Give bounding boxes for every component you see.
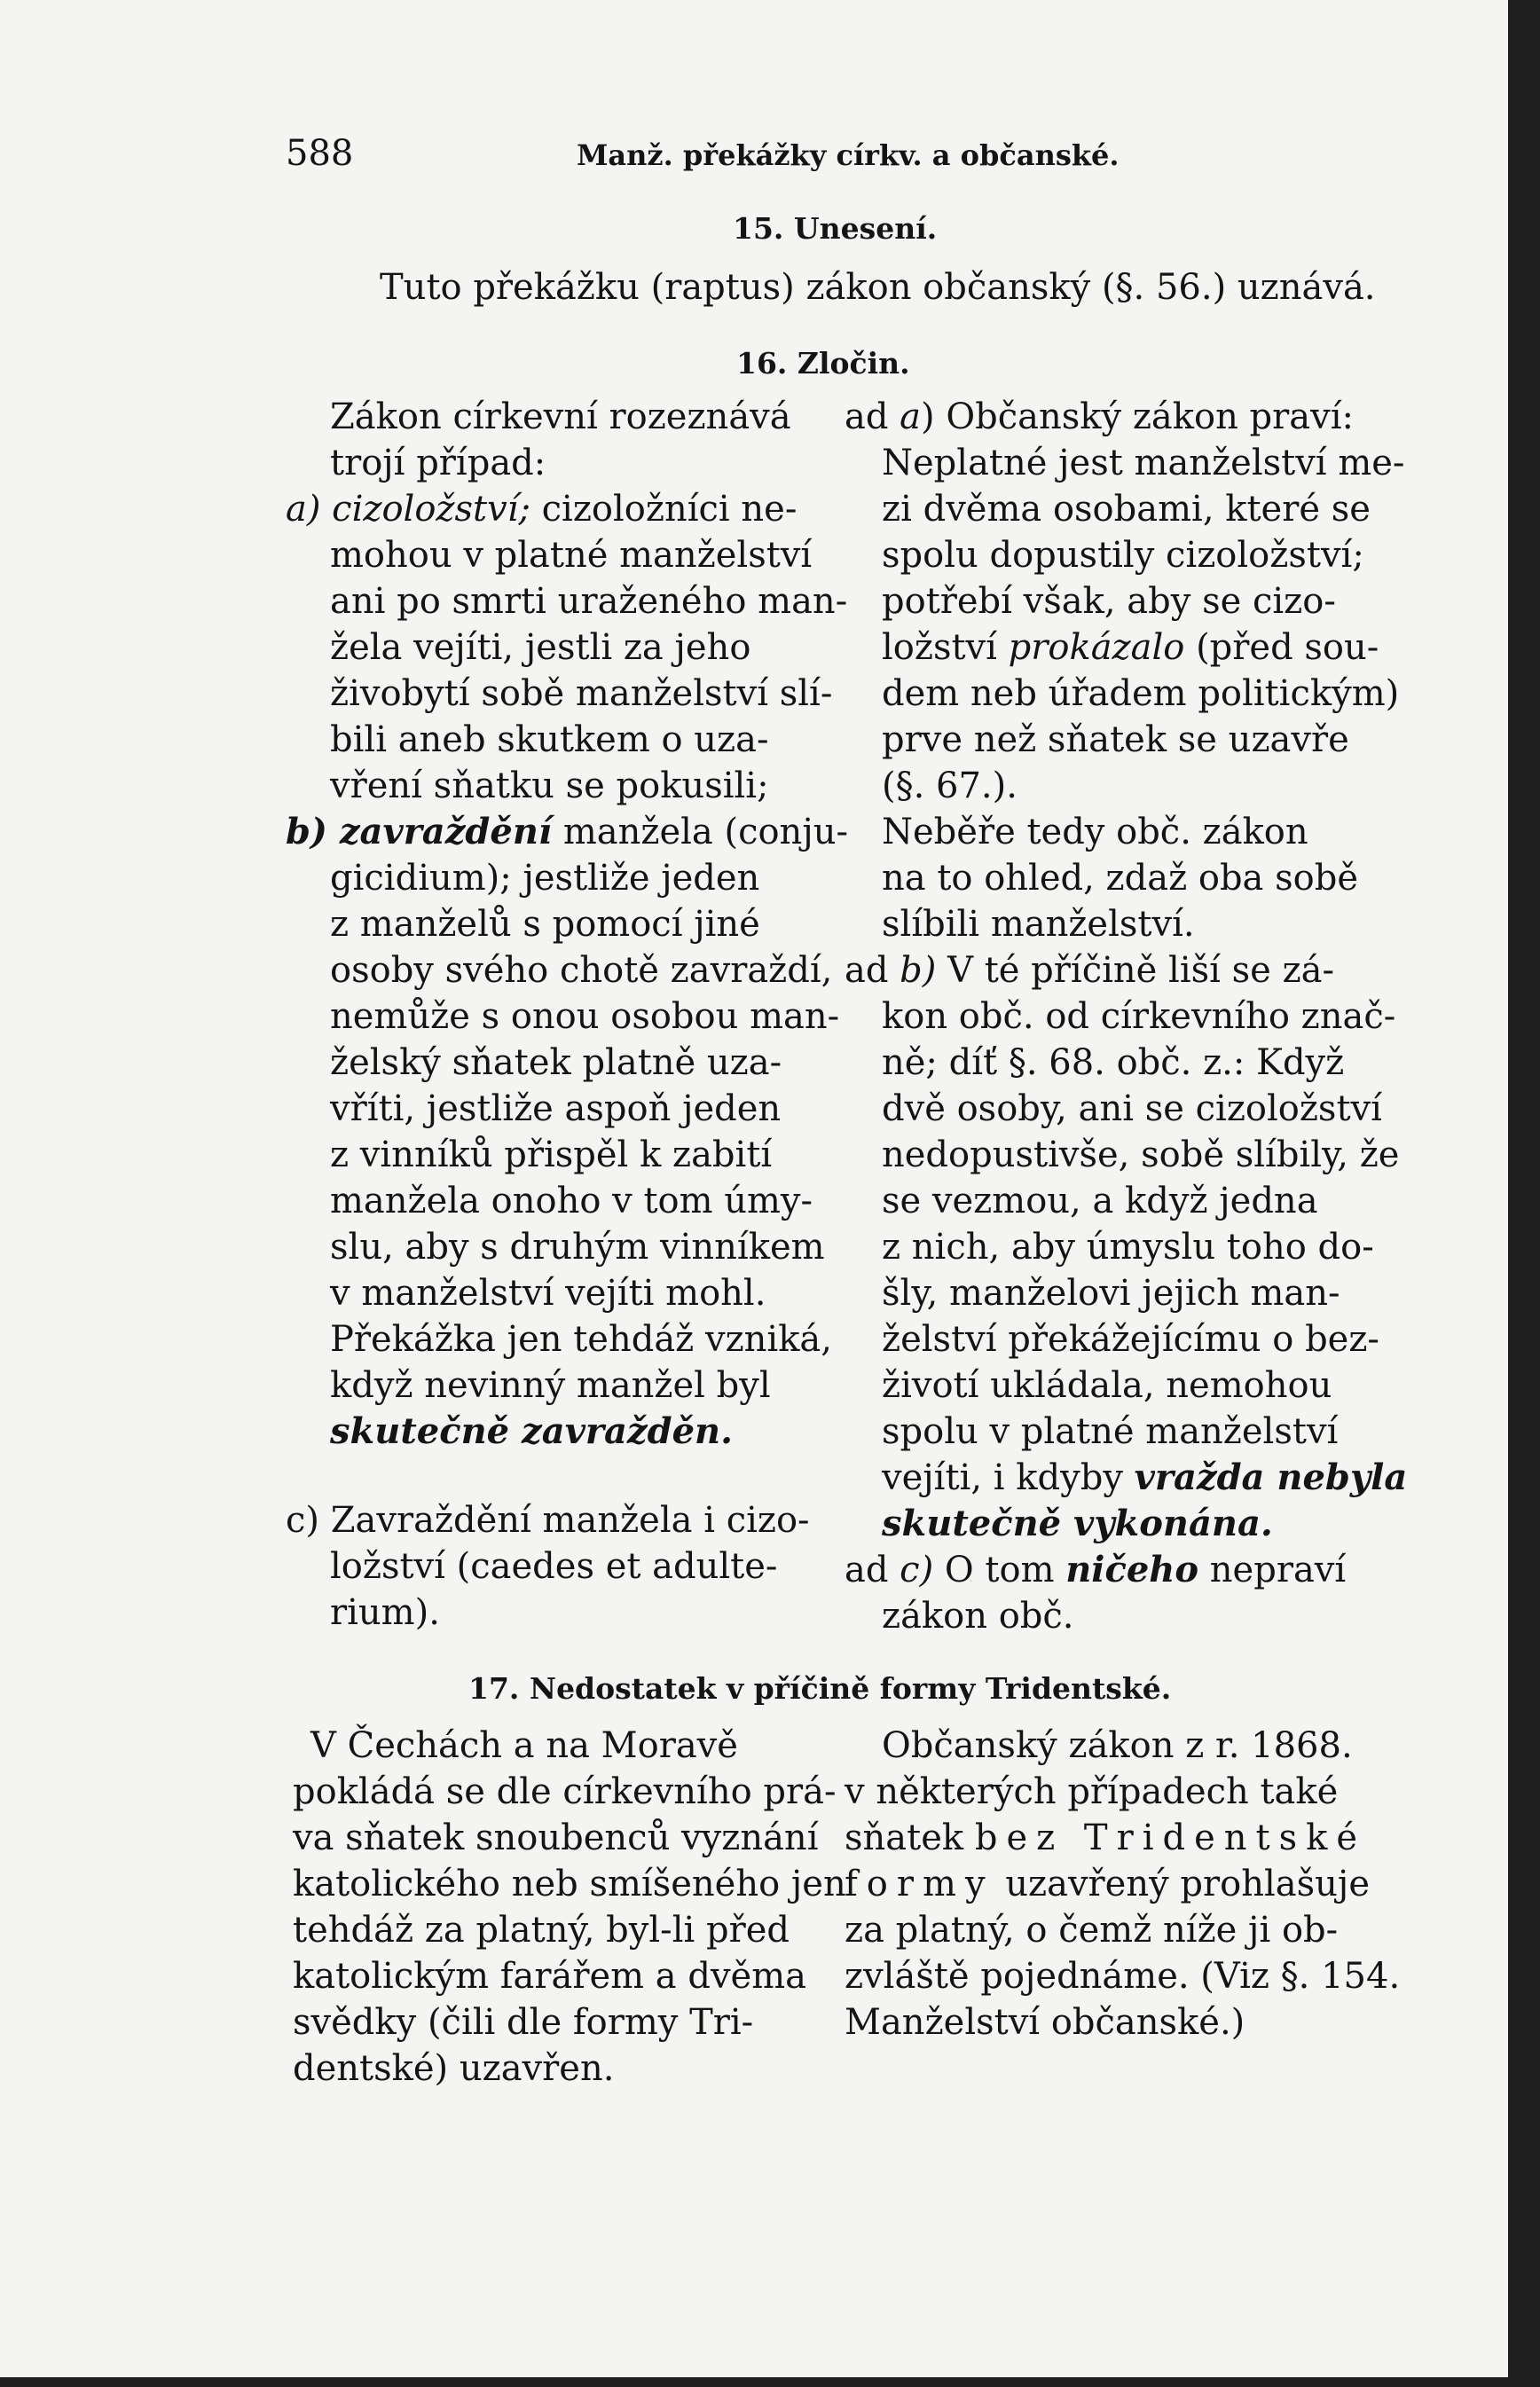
s17-right-line: zvláště pojednáme. (Viz §. 154. — [845, 1956, 1401, 1997]
s16-right-line: dvě osoby, ani se cizoložství — [882, 1088, 1382, 1129]
s16-left-line: když nevinný manžel byl — [330, 1365, 771, 1406]
section-15-heading: 15. Unesení. — [733, 211, 938, 246]
scan-right-edge — [1508, 0, 1540, 2387]
s16-right-line: dem neb úřadem politickým) — [882, 673, 1400, 714]
s16-right-line: (§. 67.). — [882, 766, 1018, 806]
s16-right-line: ad b) V té příčině liší se zá- — [845, 950, 1335, 991]
s17-right-line: Manželství občanské.) — [845, 2002, 1245, 2043]
s17-left-line: katolickým farářem a dvěma — [293, 1956, 806, 1997]
s16-right-line: ně; díť §. 68. obč. z.: Když — [882, 1042, 1345, 1083]
s16-right-line: se vezmou, a když jedna — [882, 1181, 1318, 1221]
s16-left-line: nemůže s onou osobou man- — [330, 996, 840, 1037]
s16-right-line: prve než sňatek se uzavře — [882, 719, 1349, 760]
s16-left-line: b) zavraždění manžela (conju- — [286, 811, 848, 852]
s16-right-line: životí ukládala, nemohou — [882, 1365, 1332, 1406]
s17-right-line: Občanský zákon z r. 1868. — [882, 1725, 1353, 1766]
s16-left-line: v manželství vejíti mohl. — [330, 1273, 766, 1314]
s16-left-line: trojí případ: — [330, 443, 546, 483]
s17-left-line: pokládá se dle církevního prá- — [293, 1771, 837, 1812]
s17-left-line: katolického neb smíšeného jen — [293, 1864, 846, 1904]
s16-right-line: nedopustivše, sobě slíbily, že — [882, 1135, 1400, 1175]
s16-right-line: zákon obč. — [882, 1596, 1074, 1637]
s17-right-line: sňatek bez Tridentské — [845, 1818, 1367, 1858]
s16-left-line: osoby svého chotě zavraždí, — [330, 950, 833, 991]
s16-left-line: vříti, jestliže aspoň jeden — [330, 1088, 782, 1129]
s16-left-line: ložství (caedes et adulte- — [330, 1546, 778, 1587]
s16-left-line: ani po smrti uraženého man- — [330, 581, 848, 622]
scan-bottom-edge — [0, 2377, 1540, 2387]
section-17-heading: 17. Nedostatek v příčině formy Tridentské. — [468, 1671, 1172, 1706]
s16-left-line: a) cizoložství; cizoložníci ne- — [286, 489, 798, 530]
page-header — [286, 133, 1359, 186]
s16-left-line: skutečně zavražděn. — [330, 1410, 734, 1452]
s16-right-line: potřebí však, aby se cizo- — [882, 581, 1336, 622]
s16-left-line: z vinníků přispěl k zabití — [330, 1135, 773, 1175]
s16-right-line: z nich, aby úmyslu toho do- — [882, 1227, 1374, 1268]
s16-left-line: bili aneb skutkem o uza- — [330, 719, 769, 760]
s16-right-line: ad a) Občanský zákon praví: — [845, 397, 1354, 437]
page-number: 588 — [286, 133, 354, 174]
s16-right-line: spolu v platné manželství — [882, 1411, 1339, 1452]
section-16-heading: 16. Zločin. — [736, 346, 910, 381]
s16-left-line: žela vejíti, jestli za jeho — [330, 627, 751, 668]
s17-left-line: svědky (čili dle formy Tri- — [293, 2002, 754, 2043]
s16-right-line: zi dvěma osobami, které se — [882, 489, 1371, 530]
s17-left-line: V Čechách a na Moravě — [310, 1725, 738, 1766]
s16-left-line: živobytí sobě manželství slí- — [330, 673, 833, 714]
s17-right-line: za platný, o čemž níže ji ob- — [845, 1910, 1339, 1951]
s16-right-line: na to ohled, zdaž oba sobě — [882, 858, 1358, 899]
s16-right-line: skutečně vykonána. — [882, 1503, 1273, 1544]
s16-left-line: gicidium); jestliže jeden — [330, 858, 760, 899]
s16-right-line: kon obč. od církevního znač- — [882, 996, 1396, 1037]
s16-left-line: želský sňatek platně uza- — [330, 1042, 782, 1083]
s16-left-line: slu, aby s druhým vinníkem — [330, 1227, 825, 1268]
s16-left-line: mohou v platné manželství — [330, 535, 813, 576]
s17-right-line: formy uzavřený prohlašuje — [845, 1864, 1370, 1904]
s16-left-line: z manželů s pomocí jiné — [330, 904, 760, 945]
s16-right-line: Neplatné jest manželství me- — [882, 443, 1405, 483]
s16-right-line: ad c) O tom ničeho nepraví — [845, 1549, 1347, 1590]
s16-left-line: rium). — [330, 1592, 440, 1633]
s16-left-line: manžela onoho v tom úmy- — [330, 1181, 813, 1221]
s16-left-line: Překážka jen tehdáž vzniká, — [330, 1319, 832, 1360]
s16-left-line: Zákon církevní rozeznává — [330, 397, 791, 437]
s16-right-line: Neběře tedy obč. zákon — [882, 812, 1308, 852]
s17-right-line: v některých případech také — [845, 1771, 1339, 1812]
s16-right-line: želství překážejícímu o bez- — [882, 1319, 1379, 1360]
s17-left-line: dentské) uzavřen. — [293, 2048, 615, 2089]
running-head: Manž. překážky církv. a občanské. — [577, 138, 1120, 172]
section-15-text: Tuto překážku (raptus) zákon občanský (§. 56.) uznává. — [380, 267, 1376, 308]
s16-right-line: spolu dopustily cizoložství; — [882, 535, 1364, 576]
s16-right-line: šly, manželovi jejich man- — [882, 1273, 1340, 1314]
s16-right-line: vejíti, i kdyby vražda nebyla — [882, 1457, 1408, 1498]
s16-left-line: c) Zavraždění manžela i cizo- — [286, 1500, 810, 1541]
s16-right-line: ložství prokázalo (před sou- — [882, 627, 1379, 668]
s17-left-line: va sňatek snoubenců vyznání — [293, 1818, 819, 1858]
s17-left-line: tehdáž za platný, byl-li před — [293, 1910, 790, 1951]
s16-left-line: vření sňatku se pokusili; — [330, 766, 769, 806]
s16-right-line: slíbili manželství. — [882, 904, 1195, 945]
